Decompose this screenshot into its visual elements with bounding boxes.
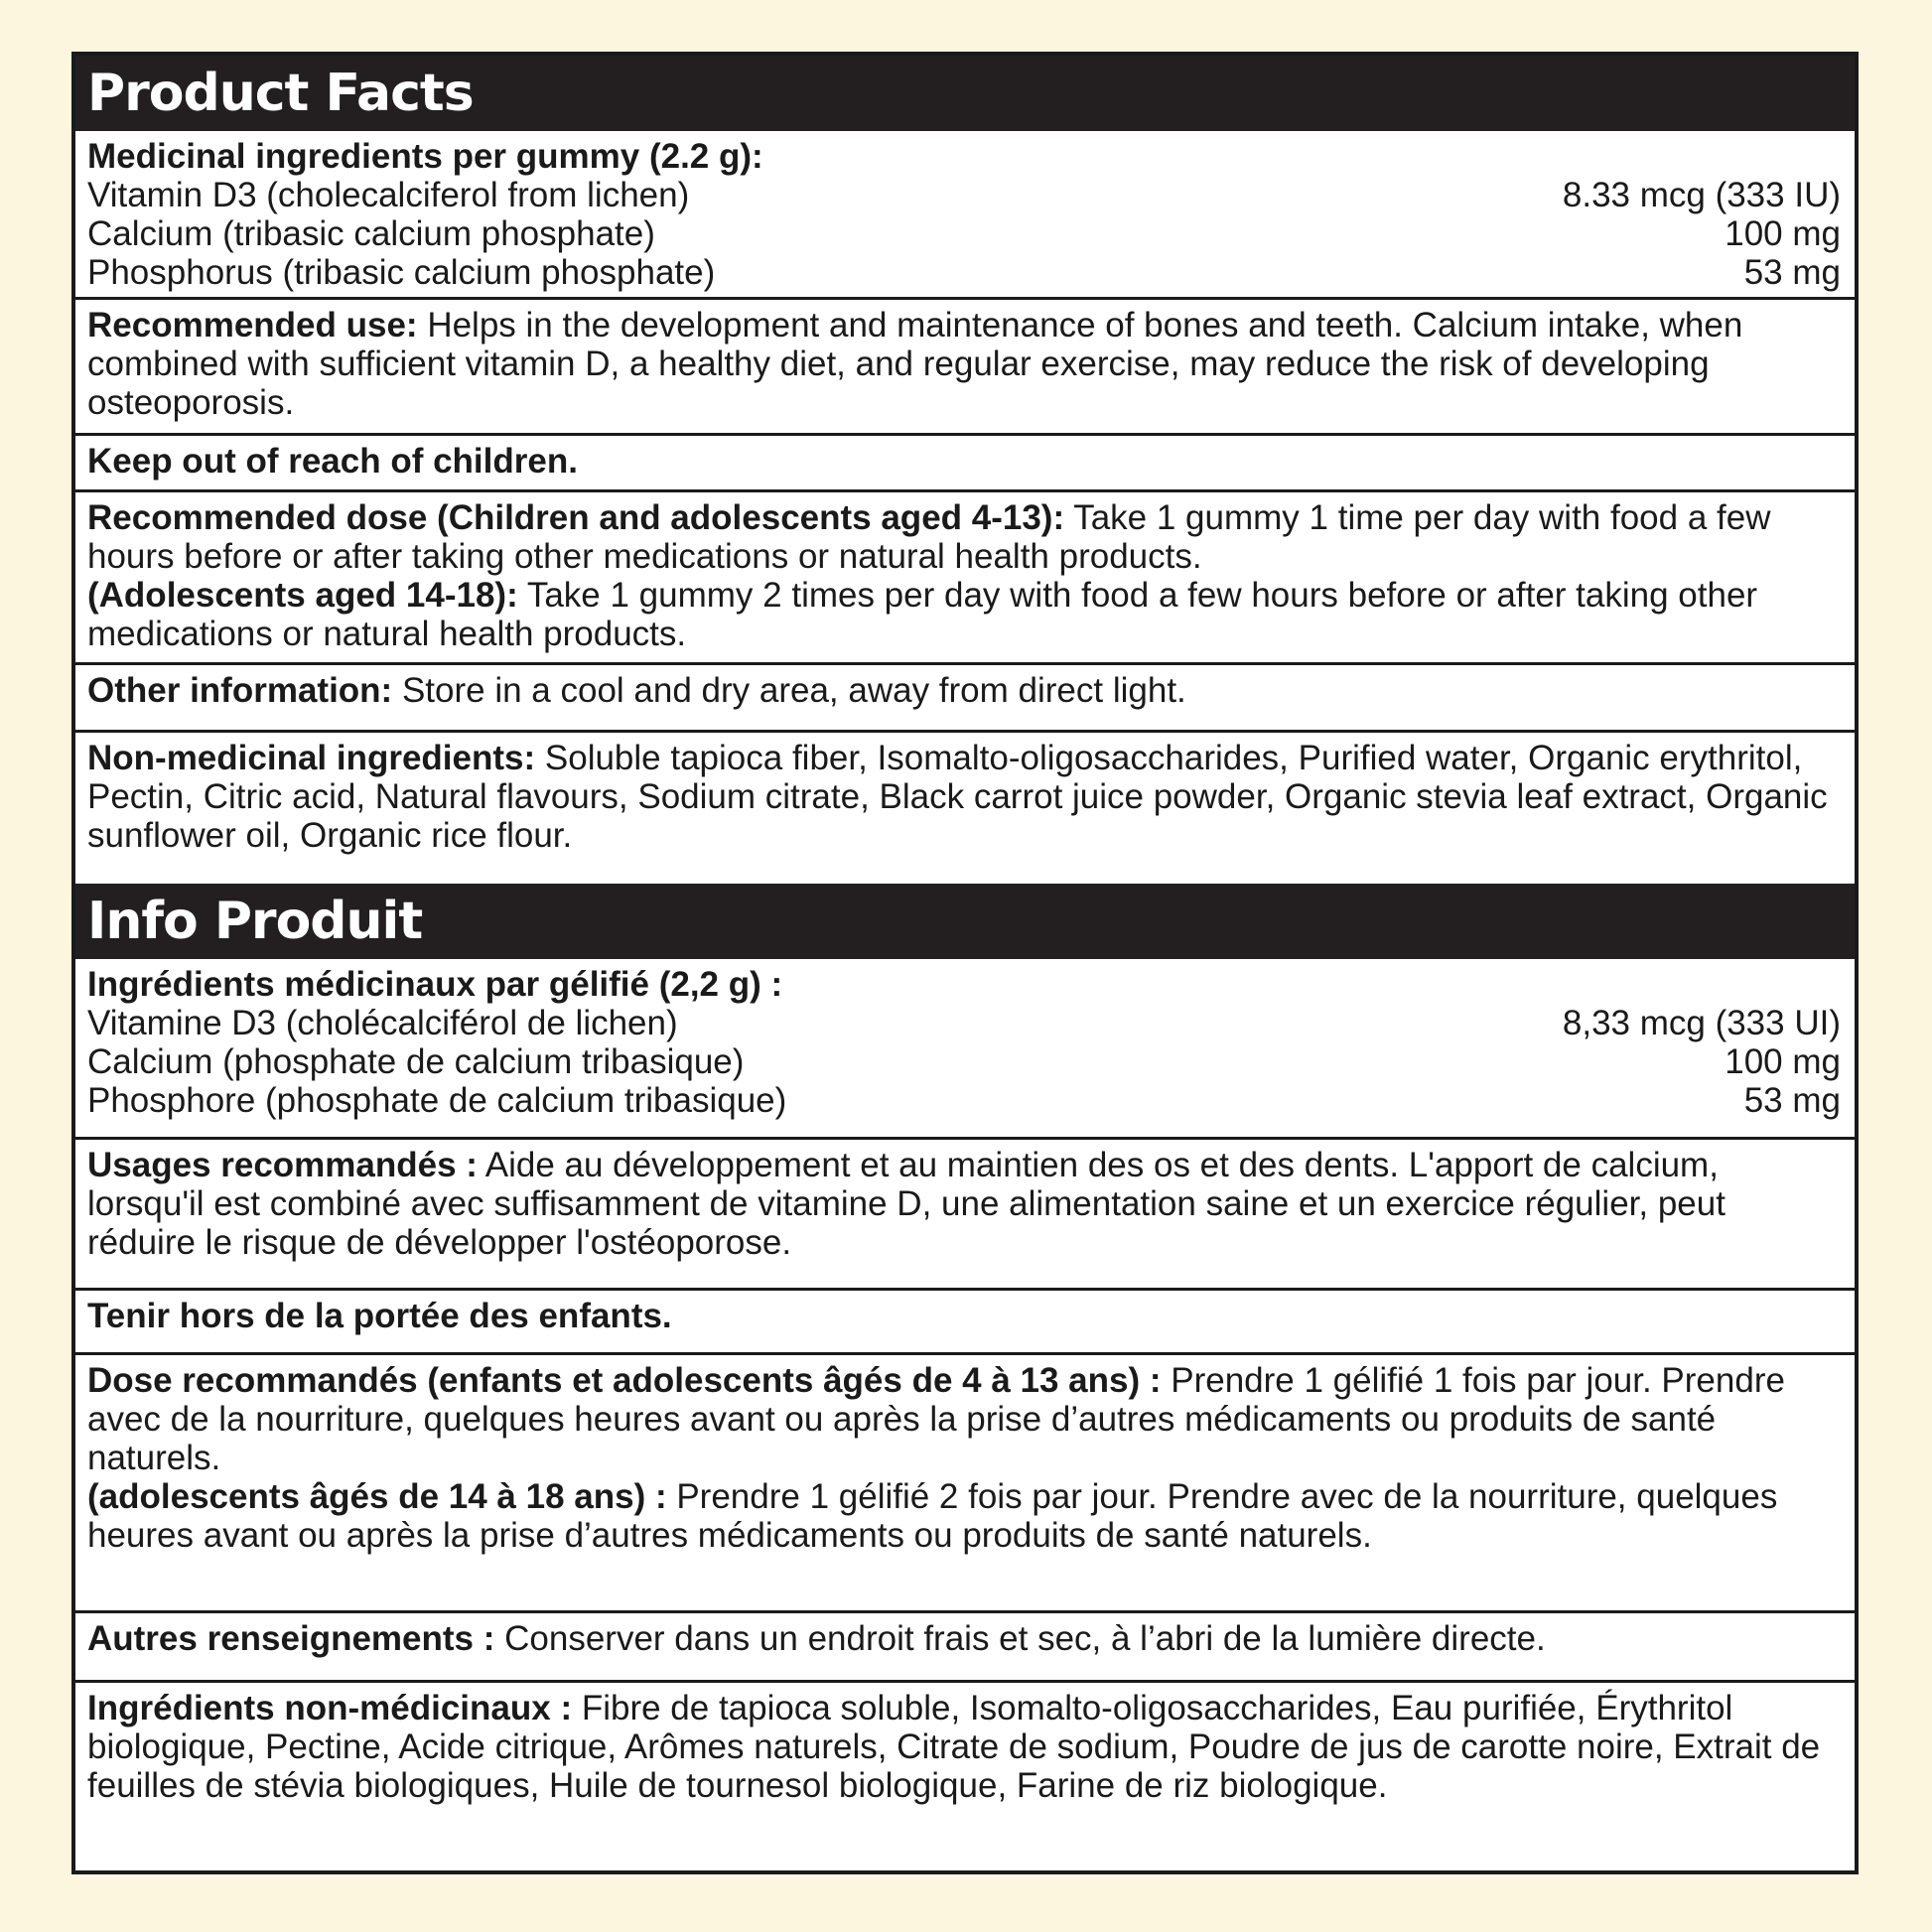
usages-recommandes-text: Aide au développement et au maintien des os et des dents. L'apport de calcium, lorsqu'il est combiné avec suffisamment de vitamine D, une alimentation saine et un exercice régulier, peut réduire le risque de développer l'ostéoporose. — [87, 1146, 1725, 1262]
dose-adolescents-label: (adolescents âgés de 14 à 18 ans) : — [87, 1477, 667, 1516]
other-information-label: Other information: — [87, 671, 393, 710]
dose-adolescents-text: Prendre 1 gélifié 2 fois par jour. Prendre avec de la nourriture, quelques heures avant ou après la prise d’autres médicaments ou produits de santé naturels. — [87, 1477, 1778, 1555]
ingredient-amount: 8.33 mcg (333 IU) — [1562, 176, 1841, 214]
recommended-dose-section — [75, 492, 1855, 665]
dose-enfants-label: Dose recommandés (enfants et adolescents âgés de 4 à 13 ans) : — [87, 1361, 1162, 1400]
ingredient-amount: 100 mg — [1725, 1042, 1841, 1081]
dose-recommandee-section — [75, 1355, 1855, 1613]
ingredient-row — [87, 1042, 1841, 1081]
non-medicinal-ingredients-section — [75, 733, 1855, 884]
ingredients-medicinaux-section — [75, 959, 1855, 1140]
dose-children-label: Recommended dose (Children and adolescents aged 4-13): — [87, 498, 1065, 537]
dose-adolescents-label: (Adolescents aged 14-18): — [87, 576, 518, 615]
ingredient-name: Vitamine D3 (cholécalciférol de lichen) — [87, 1004, 678, 1042]
ingredient-row — [87, 214, 1841, 253]
ingredient-amount: 100 mg — [1725, 214, 1841, 253]
ingredients-medicinaux-title: Ingrédients médicinaux par gélifié (2,2 g) : — [87, 965, 783, 1004]
ingredient-amount: 53 mg — [1743, 253, 1841, 292]
recommended-use-label: Recommended use: — [87, 306, 418, 345]
keep-out-of-reach-text: Keep out of reach of children. — [87, 442, 578, 481]
usages-recommandes-label: Usages recommandés : — [87, 1146, 478, 1184]
ingredient-name: Phosphorus (tribasic calcium phosphate) — [87, 253, 716, 292]
usages-recommandes-section — [75, 1140, 1855, 1291]
recommended-use-text: Helps in the development and maintenance of bones and teeth. Calcium intake, when combined with sufficient vitamin D, a healthy diet, and regular exercise, may reduce the risk of developing osteoporosis. — [87, 306, 1743, 422]
ingredient-name: Vitamin D3 (cholecalciferol from lichen) — [87, 176, 690, 214]
ingredient-row — [87, 176, 1841, 214]
keep-out-of-reach-section — [75, 436, 1855, 492]
product-facts-header: Product Facts — [75, 56, 1855, 131]
product-facts-panel — [71, 52, 1859, 1874]
autres-renseignements-label: Autres renseignements : — [87, 1619, 495, 1658]
medicinal-ingredients-title: Medicinal ingredients per gummy (2.2 g): — [87, 137, 763, 176]
ingredient-name: Calcium (phosphate de calcium tribasique) — [87, 1042, 745, 1081]
ingredient-name: Calcium (tribasic calcium phosphate) — [87, 214, 655, 253]
info-produit-header: Info Produit — [75, 884, 1855, 959]
ingredients-non-medicinaux-section — [75, 1683, 1855, 1870]
non-medicinaux-text: Fibre de tapioca soluble, Isomalto-oligosaccharides, Eau purifiée, Érythritol biologique, Pectine, Acide citrique, Arômes naturels, Citrate de sodium, Poudre de jus de carotte noire, Extrait de feuilles de stévia biologiques, Huile de tournesol biologique, Farine de riz biologique. — [87, 1689, 1821, 1805]
autres-renseignements-section — [75, 1613, 1855, 1683]
dose-adolescents-text: Take 1 gummy 2 times per day with food a few hours before or after taking other medications or natural health products. — [87, 576, 1758, 653]
ingredient-row — [87, 1004, 1841, 1042]
autres-renseignements-text: Conserver dans un endroit frais et sec, à l’abri de la lumière directe. — [494, 1619, 1546, 1658]
ingredient-amount: 8,33 mcg (333 UI) — [1562, 1004, 1841, 1042]
tenir-hors-portee-text: Tenir hors de la portée des enfants. — [87, 1297, 672, 1335]
dose-enfants-text: Prendre 1 gélifié 1 fois par jour. Prendre avec de la nourriture, quelques heures avant ou après la prise d’autres médicaments ou produits de santé naturels. — [87, 1361, 1785, 1477]
ingredient-amount: 53 mg — [1743, 1081, 1841, 1120]
non-medicinal-label: Non-medicinal ingredients: — [87, 739, 536, 777]
recommended-use-section — [75, 300, 1855, 436]
ingredient-name: Phosphore (phosphate de calcium tribasique) — [87, 1081, 787, 1120]
non-medicinaux-label: Ingrédients non-médicinaux : — [87, 1689, 573, 1727]
other-information-section — [75, 665, 1855, 733]
ingredient-row — [87, 1081, 1841, 1120]
non-medicinal-text: Soluble tapioca fiber, Isomalto-oligosaccharides, Purified water, Organic erythritol, Pectin, Citric acid, Natural flavours, Sodium citrate, Black carrot juice powder, Organic stevia leaf extract, Organic sunflower oil, Organic rice flour. — [87, 739, 1828, 855]
dose-children-text: Take 1 gummy 1 time per day with food a few hours before or after taking other medications or natural health products. — [87, 498, 1771, 576]
tenir-hors-portee-section — [75, 1291, 1855, 1355]
medicinal-ingredients-section — [75, 131, 1855, 300]
ingredient-row — [87, 253, 1841, 292]
other-information-text: Store in a cool and dry area, away from direct light. — [392, 671, 1186, 710]
